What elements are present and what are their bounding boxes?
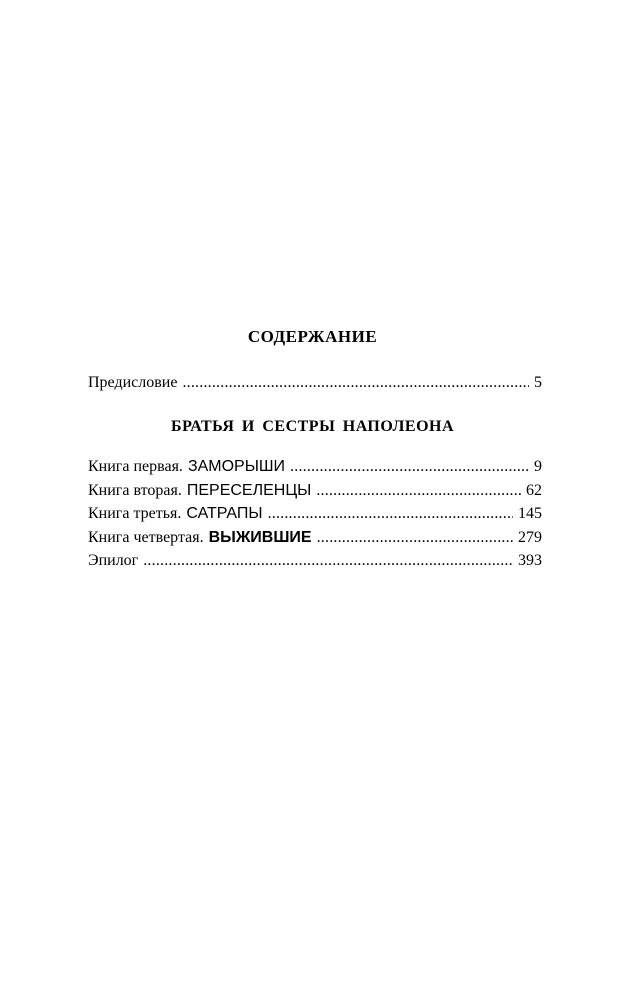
toc-entry-title: ВЫЖИВШИЕ [208,529,312,546]
toc-entry-book-1[interactable] [88,457,542,477]
toc-entry-title: САТРАПЫ [186,505,263,522]
toc-page-number: 62 [526,482,542,499]
toc-entry-book-2[interactable] [88,481,542,501]
toc-entry-label: Предисловие [88,374,178,391]
toc-entry-prefix: Книга четвертая. [88,529,204,546]
dot-leader [143,551,513,571]
toc-entry-epilog[interactable] [88,551,542,571]
section-title: БРАТЬЯ И СЕСТРЫ НАПОЛЕОНА [170,418,455,435]
toc-entry-title: ПЕРЕСЕЛЕНЦЫ [186,482,312,499]
toc-page-number: 145 [518,505,542,522]
toc-page-number: 279 [518,529,542,546]
toc-entry-prefix: Книга первая. [88,458,183,475]
toc-page-number: 5 [534,374,542,391]
toc-entry-label: Эпилог [88,552,139,569]
toc-page-number: 9 [534,458,542,475]
page-title: СОДЕРЖАНИЕ [247,327,378,346]
toc-page-number: 393 [518,552,542,569]
toc-entry-prefix: Книга вторая. [88,482,182,499]
dot-leader [290,457,529,477]
toc-entry-prefix: Книга третья. [88,505,182,522]
toc-entry-preface[interactable] [88,373,542,393]
dot-leader [182,373,529,393]
dot-leader [317,528,513,548]
toc-entry-book-3[interactable] [88,504,542,524]
toc-entry-title: ЗАМОРЫШИ [187,458,286,475]
dot-leader [316,481,521,501]
dot-leader [268,504,513,524]
toc-entry-book-4[interactable] [88,528,542,548]
